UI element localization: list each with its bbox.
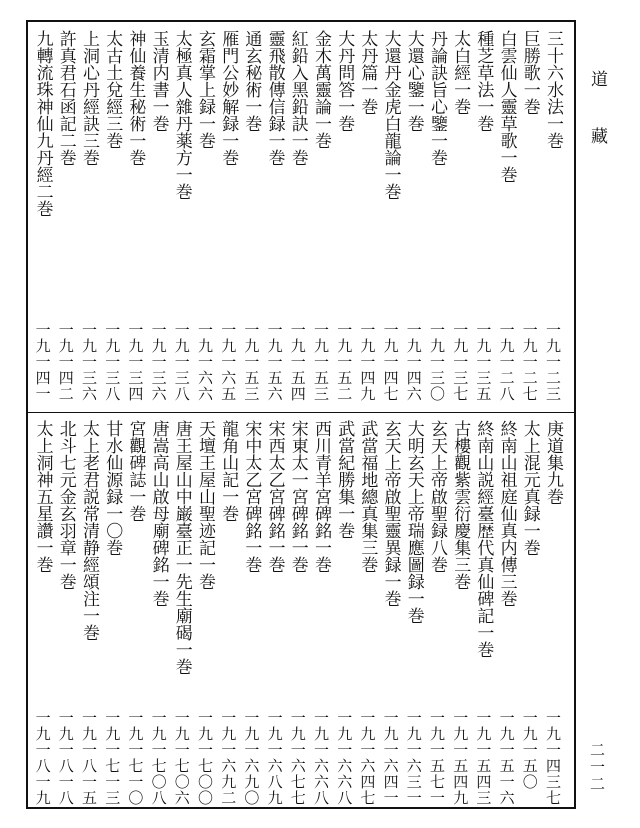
entry-title: 九轉流珠神仙九丹經二巻 <box>32 30 53 217</box>
entry-title: 大明玄天上帝瑞應圖録一巻 <box>403 420 424 624</box>
entry-title: 太上老君説常清静經頌注一巻 <box>79 420 99 641</box>
top-entry <box>55 30 77 410</box>
top-entry <box>101 30 123 410</box>
entry-title: 太古土兌經三巻 <box>102 30 123 149</box>
entry-title: 通玄秘術一巻 <box>241 30 262 132</box>
top-entry <box>124 30 146 410</box>
entry-page-number: 一九一六九二 <box>219 710 238 806</box>
top-entry <box>380 30 402 410</box>
bottom-entry <box>472 420 494 806</box>
bottom-entry <box>240 420 262 806</box>
entry-title: 庚道集九巻 <box>543 420 563 505</box>
top-entry <box>426 30 448 410</box>
top-entry <box>217 30 239 410</box>
entry-page-number: 一九一七〇八 <box>149 710 168 806</box>
bottom-entry <box>194 420 216 806</box>
bottom-entry <box>519 420 541 800</box>
bottom-entry <box>333 420 355 806</box>
entry-page-number: 一九一五六 <box>265 322 284 402</box>
entry-page-number: 一九一五二 <box>335 322 354 402</box>
entry-page-number: 一九一七〇六 <box>172 710 191 806</box>
entry-page-number: 一九一六四七 <box>358 710 377 806</box>
bottom-entry <box>310 420 332 806</box>
bottom-entry <box>124 420 146 806</box>
entry-title: 北斗七元金玄羽章一巻 <box>55 420 76 590</box>
entry-page-number: 一九一五四九 <box>451 710 470 806</box>
entry-page-number: 一九一四七 <box>381 322 400 402</box>
entry-title: 金木萬靈論一巻 <box>311 30 331 149</box>
bottom-entry <box>380 420 402 806</box>
entry-page-number: 一九一三五 <box>474 322 493 402</box>
entry-title: 太上洞神五星讚一巻 <box>32 420 53 573</box>
entry-page-number: 一九一六七七 <box>288 710 307 806</box>
entry-page-number: 一九一四六 <box>404 322 423 402</box>
bottom-entry <box>449 420 471 806</box>
entry-page-number: 一九一五四 <box>288 322 307 402</box>
entry-title: 雁門公妙解録一巻 <box>218 30 239 166</box>
entry-page-number: 一九一六三一 <box>404 710 423 806</box>
entry-title: 太丹篇一巻 <box>357 30 378 115</box>
entry-page-number: 一九一三六 <box>149 322 168 402</box>
entry-title: 玄天上帝啟聖靈異録一巻 <box>380 420 401 607</box>
entry-page-number: 一九一八一五 <box>80 710 98 806</box>
top-entry <box>519 30 541 410</box>
bottom-entry <box>171 420 193 806</box>
entry-page-number: 一九一二七 <box>520 322 539 402</box>
catalog-frame <box>26 20 576 809</box>
top-entry <box>472 30 494 410</box>
entry-page-number: 一九一六六八 <box>335 710 354 806</box>
entry-title: 太極真人雜丹薬方一巻 <box>171 30 192 200</box>
entry-title: 太上混元真録一巻 <box>519 420 540 556</box>
top-entry <box>194 30 216 410</box>
entry-title: 玄天上帝啟聖録八巻 <box>427 420 447 573</box>
entry-page-number: 一九一四三七 <box>544 710 562 806</box>
running-header: 道藏 <box>587 70 607 184</box>
top-entry <box>496 30 518 410</box>
top-entry <box>333 30 355 410</box>
entry-title: 宮觀碑誌一巻 <box>125 420 146 522</box>
top-entry <box>148 30 170 410</box>
entry-title: 白雲仙人靈草歌一巻 <box>496 30 517 183</box>
entry-page-number: 一九一四一 <box>33 322 52 402</box>
entry-page-number: 一九一五一六 <box>497 710 516 806</box>
entry-page-number: 一九一三八 <box>172 322 191 402</box>
bottom-entry <box>287 420 309 806</box>
entry-title: 神仙養生秘術一巻 <box>125 30 146 166</box>
entry-page-number: 一九一四九 <box>358 322 377 402</box>
bottom-entry <box>55 420 77 806</box>
entry-page-number: 一九一六六 <box>196 322 214 402</box>
entry-title: 甘水仙源録一〇巻 <box>102 420 123 556</box>
entry-page-number: 一九一八一九 <box>33 710 52 806</box>
entry-title: 巨勝歌一巻 <box>519 30 540 115</box>
entry-title: 終南山祖庭仙真内傳三巻 <box>496 420 517 607</box>
entry-page-number: 一九一五三 <box>312 322 330 402</box>
entry-title: 丹論訣旨心鑒一巻 <box>427 30 447 166</box>
entry-page-number: 一九一六六八 <box>312 710 330 806</box>
entry-page-number: 一九一三〇 <box>428 322 446 402</box>
top-entry <box>310 30 332 410</box>
entry-page-number: 一九一七一〇 <box>126 710 145 806</box>
top-entry <box>287 30 309 410</box>
bottom-entry <box>32 420 54 806</box>
entry-title: 武當紀勝集一巻 <box>334 420 355 539</box>
entry-title: 唐嵩高山啟母廟碑銘一巻 <box>148 420 169 607</box>
top-entry <box>32 30 54 410</box>
entry-title: 天壇王屋山聖迹記一巻 <box>195 420 215 590</box>
bottom-entry <box>148 420 170 806</box>
entry-title: 玉清内書一巻 <box>148 30 169 132</box>
top-entry <box>264 30 286 410</box>
entry-title: 古樓觀紫雲衍慶集三巻 <box>450 420 471 590</box>
entry-page-number: 一九一七〇〇 <box>196 710 214 806</box>
entry-title: 種芝草法一巻 <box>473 30 494 132</box>
entry-title: 龍角山記一巻 <box>218 420 239 522</box>
entry-page-number: 一九一七一三 <box>103 710 122 806</box>
entry-title: 宋東太一宮碑銘一巻 <box>287 420 308 573</box>
entry-title: 西川青羊宮碑銘一巻 <box>311 420 331 573</box>
entry-page-number: 一九一三八 <box>103 322 122 402</box>
entry-title: 宋中太乙宮碑銘一巻 <box>241 420 262 573</box>
entry-page-number: 一九一二八 <box>497 322 516 402</box>
entry-title: 靈飛散傳信録一巻 <box>264 30 285 166</box>
entry-title: 上洞心丹經訣三巻 <box>79 30 99 166</box>
top-entry <box>78 30 100 410</box>
top-entry <box>240 30 262 410</box>
bottom-entry <box>542 420 564 806</box>
entry-title: 太白經一巻 <box>450 30 471 115</box>
entry-title: 大還丹金虎白龍論一巻 <box>380 30 401 200</box>
entry-page-number: 一九一六四一 <box>381 710 400 806</box>
entry-title: 唐王屋山中巌臺正一先生廟碣一巻 <box>171 420 192 675</box>
entry-page-number: 一九一八一八 <box>56 710 75 806</box>
entry-page-number: 一九一三七 <box>451 322 470 402</box>
entry-title: 大還心鑒一巻 <box>403 30 424 132</box>
top-entry <box>542 30 564 410</box>
bottom-entry <box>426 420 448 806</box>
entry-title: 紅鉛入黑鉛訣一巻 <box>287 30 308 166</box>
entry-title: 玄霜掌上録一巻 <box>195 30 215 149</box>
entry-page-number: 一九一四二 <box>56 322 75 402</box>
bottom-entry <box>78 420 100 806</box>
entry-page-number: 一九一五四三 <box>474 710 493 806</box>
entry-page-number: 一九一三四 <box>126 322 145 402</box>
bottom-entry <box>217 420 239 806</box>
entry-title: 宋西太乙宮碑銘一巻 <box>264 420 285 573</box>
top-entry <box>403 30 425 410</box>
bottom-entry <box>101 420 123 806</box>
entry-title: 大丹問答一巻 <box>334 30 355 132</box>
entry-title: 三十六水法一巻 <box>543 30 563 149</box>
entry-page-number: 一九一五三 <box>242 322 261 402</box>
bottom-entry <box>496 420 518 806</box>
top-entry <box>449 30 471 410</box>
catalog-entries <box>28 22 574 807</box>
entry-title: 許真君石函記二巻 <box>55 30 76 166</box>
entry-page-number: 一九一六九〇 <box>242 710 261 806</box>
bottom-entry <box>403 420 425 806</box>
page-number: 二一二 <box>588 742 606 793</box>
entry-title: 武當福地總真集三巻 <box>357 420 378 573</box>
top-entry <box>171 30 193 410</box>
bottom-entry <box>356 420 378 806</box>
top-entry <box>356 30 378 410</box>
entry-page-number: 一九一三六 <box>80 322 98 402</box>
entry-page-number: 一九一五七一 <box>428 710 446 806</box>
entry-title: 終南山説經臺歴代真仙碑記一巻 <box>473 420 494 658</box>
bottom-entry <box>264 420 286 806</box>
entry-page-number: 一九一二三 <box>544 322 562 402</box>
entry-page-number: 一九一五〇 <box>520 710 539 790</box>
entry-page-number: 一九一六八九 <box>265 710 284 806</box>
entry-page-number: 一九一六五 <box>219 322 238 402</box>
